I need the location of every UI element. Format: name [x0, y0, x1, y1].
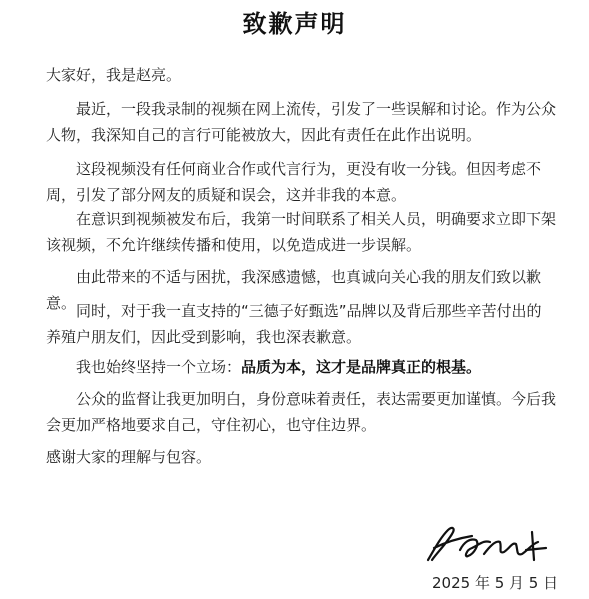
paragraph-3: 在意识到视频被发布后，我第一时间联系了相关人员，明确要求立即下架该视频，不允许继续传播和使用，以免造成进一步误解。: [46, 210, 557, 254]
page-title: 致歉声明: [242, 10, 347, 38]
paragraph-4: 由此带来的不适与困扰，我深感遗憾，也真诚向关心我的朋友们致以歉意。: [46, 268, 542, 312]
handwritten-signature: [420, 520, 560, 566]
stance-prefix: 我也始终坚持一个立场：: [76, 358, 242, 376]
statement-date: 2025 年 5 月 5 日: [432, 574, 559, 592]
thanks-text: 感谢大家的理解与包容。: [46, 448, 212, 466]
paragraph-1: 最近，一段我录制的视频在网上流传，引发了一些误解和讨论。作为公众人物，我深知自己的言行可能被放大，因此有责任在此作出说明。: [46, 100, 557, 144]
paragraph-5: 同时，对于我一直支持的“三德子好甄选”品牌以及背后那些辛苦付出的养殖户朋友们，因此受到影响，我也深表歉意。: [46, 302, 542, 346]
paragraph-2: 这段视频没有任何商业合作或代言行为，更没有收一分钱。但因考虑不周，引发了部分网友的质疑和误会，这并非我的本意。: [46, 160, 542, 204]
stance-emphasis: 品质为本，这才是品牌真正的根基。: [241, 358, 482, 376]
greeting-text: 大家好，我是赵亮。: [46, 66, 182, 84]
stance-paragraph: [46, 354, 556, 380]
paragraph-6: 公众的监督让我更加明白，身份意味着责任，表达需要更加谨慎。今后我会更加严格地要求自己，守住初心，也守住边界。: [46, 390, 557, 434]
